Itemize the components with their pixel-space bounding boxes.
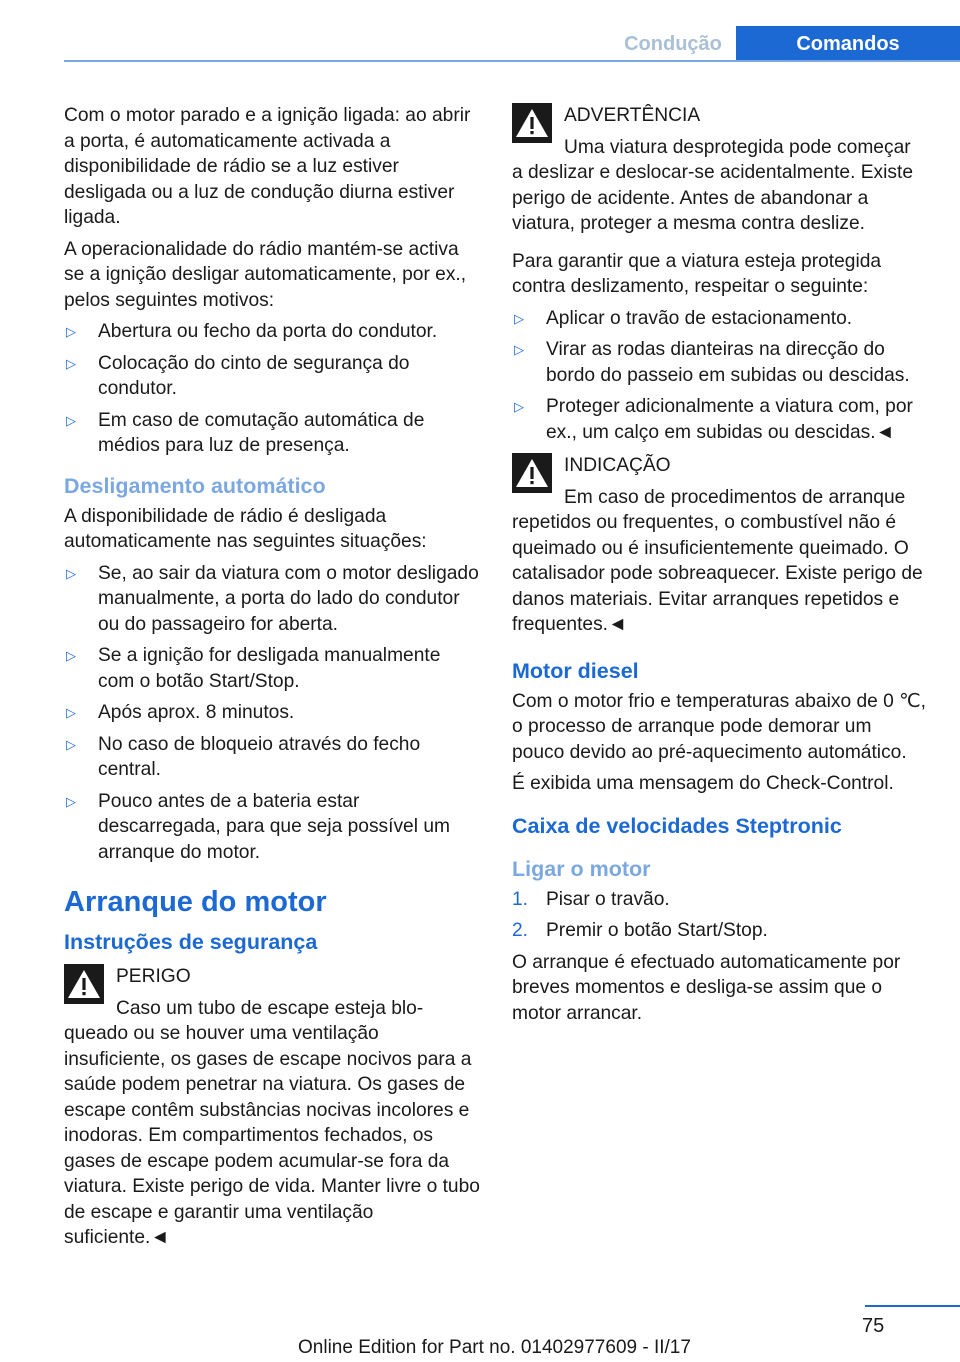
list-item-text: Proteger adicionalmente a viatura com, por ex., um calço em subidas ou descidas.◄ xyxy=(546,396,913,443)
list-item xyxy=(64,319,480,345)
paragraph: Com o motor frio e temperaturas abaixo de 0 ℃, o processo de arranque pode demorar um pouco devido ao pré-aquecimento automático. xyxy=(512,690,927,763)
notice-text: repetidos ou frequentes, o combustível não é queimado ou é insuficientemente queimado. O catalisador pode sobreaquecer. Existe perigo de danos materiais. Evitar arranques repetidos e frequentes.◄ xyxy=(512,512,923,635)
warning-notice xyxy=(512,103,928,237)
page-number: 75 xyxy=(862,1315,885,1337)
notice-text: queado ou se houver uma ventilação insuficiente, os gases de escape nocivos para a saúde podem penetrar na viatura. Os gases de escape contêm substâncias nocivas incolores e inodoras. Em compartimentos fechados, os gases de escape podem acumular-se fora da viatura. Existe perigo de vida. Manter livre o tubo de escape e garantir uma ventilação suficiente.◄ xyxy=(64,1023,480,1248)
tab-conducao[interactable]: Condução xyxy=(610,26,736,62)
triangle-bullet-icon: ▷ xyxy=(66,793,76,809)
subsection-heading: Ligar o motor xyxy=(512,856,651,881)
notice-title: INDICAÇÃO xyxy=(564,455,671,476)
list-item-text: Se, ao sair da viatura com o motor desligado manualmente, a porta do lado do condutor ou do passageiro for aberta. xyxy=(98,562,479,635)
triangle-bullet-icon: ▷ xyxy=(66,355,76,371)
header-rule xyxy=(64,60,960,62)
chapter-heading: Arranque do motor xyxy=(64,886,327,918)
notice-title: ADVERTÊNCIA xyxy=(564,105,701,126)
paragraph: É exibida uma mensagem do Check-Control. xyxy=(512,773,894,794)
list-item xyxy=(512,337,928,388)
triangle-bullet-icon: ▷ xyxy=(514,310,524,326)
danger-notice xyxy=(64,964,480,1251)
section-heading: Caixa de velocidades Steptronic xyxy=(512,813,842,838)
list-item xyxy=(512,887,928,913)
list-item xyxy=(64,408,480,459)
tab-comandos[interactable]: Comandos xyxy=(736,26,960,62)
notice-text: Caso um tubo de escape esteja blo- xyxy=(116,997,424,1019)
section-heading: Desligamento automático xyxy=(64,473,326,498)
footer-rule xyxy=(865,1305,960,1307)
list-item xyxy=(64,700,480,726)
triangle-bullet-icon: ▷ xyxy=(66,324,76,339)
list-item-text: Virar as rodas dianteiras na direcção do bordo do passeio em subidas ou descidas. xyxy=(546,339,910,386)
bullet-list xyxy=(512,306,928,446)
paragraph: A disponibilidade de rádio é desligada automaticamente nas seguintes situações: xyxy=(64,505,427,552)
warning-triangle-icon xyxy=(512,103,552,143)
list-item-text: Após aprox. 8 minutos. xyxy=(98,702,295,723)
triangle-bullet-icon: ▷ xyxy=(514,342,524,357)
triangle-bullet-icon: ▷ xyxy=(66,412,76,428)
list-item-text: Colocação do cinto de segurança do condutor. xyxy=(98,352,410,399)
bullet-list xyxy=(64,561,480,866)
list-item xyxy=(512,918,928,944)
warning-triangle-icon xyxy=(512,453,552,493)
triangle-bullet-icon: ▷ xyxy=(66,705,76,720)
notice-text: Em caso de procedimentos de arranque xyxy=(564,486,906,508)
list-item xyxy=(64,561,480,638)
paragraph: A operacionalidade do rádio mantém-se activa se a ignição desligar automaticamente, por ex., pelos seguintes motivos: xyxy=(64,238,467,311)
list-item xyxy=(512,306,928,332)
list-item xyxy=(64,732,480,783)
paragraph: Com o motor parado e a ignição ligada: ao abrir a porta, é automaticamente activada a disponibilidade de rádio se a luz estiver desligada ou a luz de condução diurna estiver ligada. xyxy=(64,105,471,228)
notice-text: a deslizar e deslocar-se acidentalmente. Existe perigo de acidente. Antes de abandonar a viatura, proteger a mesma contra deslize. xyxy=(512,162,914,234)
left-column xyxy=(64,103,480,1263)
paragraph: O arranque é efectuado automaticamente por breves momentos e desliga-se assim que o motor arrancar. xyxy=(512,951,901,1024)
paragraph: Para garantir que a viatura esteja protegida contra deslizamento, respeitar o seguinte: xyxy=(512,250,882,297)
step-list xyxy=(512,887,928,944)
list-item-text: Aplicar o travão de estacionamento. xyxy=(546,307,853,329)
notice-title: PERIGO xyxy=(116,966,191,987)
list-item xyxy=(64,789,480,866)
edition-footer: Online Edition for Part no. 01402977609 - II/17 xyxy=(298,1337,691,1358)
list-item-text: Pisar o travão. xyxy=(546,888,670,910)
list-item-text: Premir o botão Start/Stop. xyxy=(546,920,768,941)
triangle-bullet-icon: ▷ xyxy=(514,399,524,414)
list-item-text: No caso de bloqueio através do fecho central. xyxy=(98,733,421,780)
warning-triangle-icon xyxy=(64,964,104,1004)
section-heading: Instruções de segurança xyxy=(64,930,318,954)
right-column xyxy=(512,103,928,1032)
list-item xyxy=(512,394,928,445)
indication-notice xyxy=(512,453,928,638)
triangle-bullet-icon: ▷ xyxy=(66,648,76,663)
list-item-text: Abertura ou fecho da porta do condutor. xyxy=(98,321,438,342)
list-item-text: Se a ignição for desligada manualmente com o botão Start/Stop. xyxy=(98,645,441,692)
section-heading: Motor diesel xyxy=(512,658,639,683)
header-tabs xyxy=(610,26,960,62)
notice-text: Uma viatura desprotegida pode começar xyxy=(564,136,911,158)
list-item-text: Em caso de comutação automática de médios para luz de presença. xyxy=(98,409,425,456)
bullet-list xyxy=(64,319,480,459)
list-item xyxy=(64,643,480,694)
triangle-bullet-icon: ▷ xyxy=(66,565,76,581)
triangle-bullet-icon: ▷ xyxy=(66,736,76,752)
list-item-text: Pouco antes de a bateria estar descarregada, para que seja possível um arranque do motor. xyxy=(98,790,450,863)
step-number: 2. xyxy=(512,920,529,941)
step-number: 1. xyxy=(512,888,529,910)
list-item xyxy=(64,351,480,402)
